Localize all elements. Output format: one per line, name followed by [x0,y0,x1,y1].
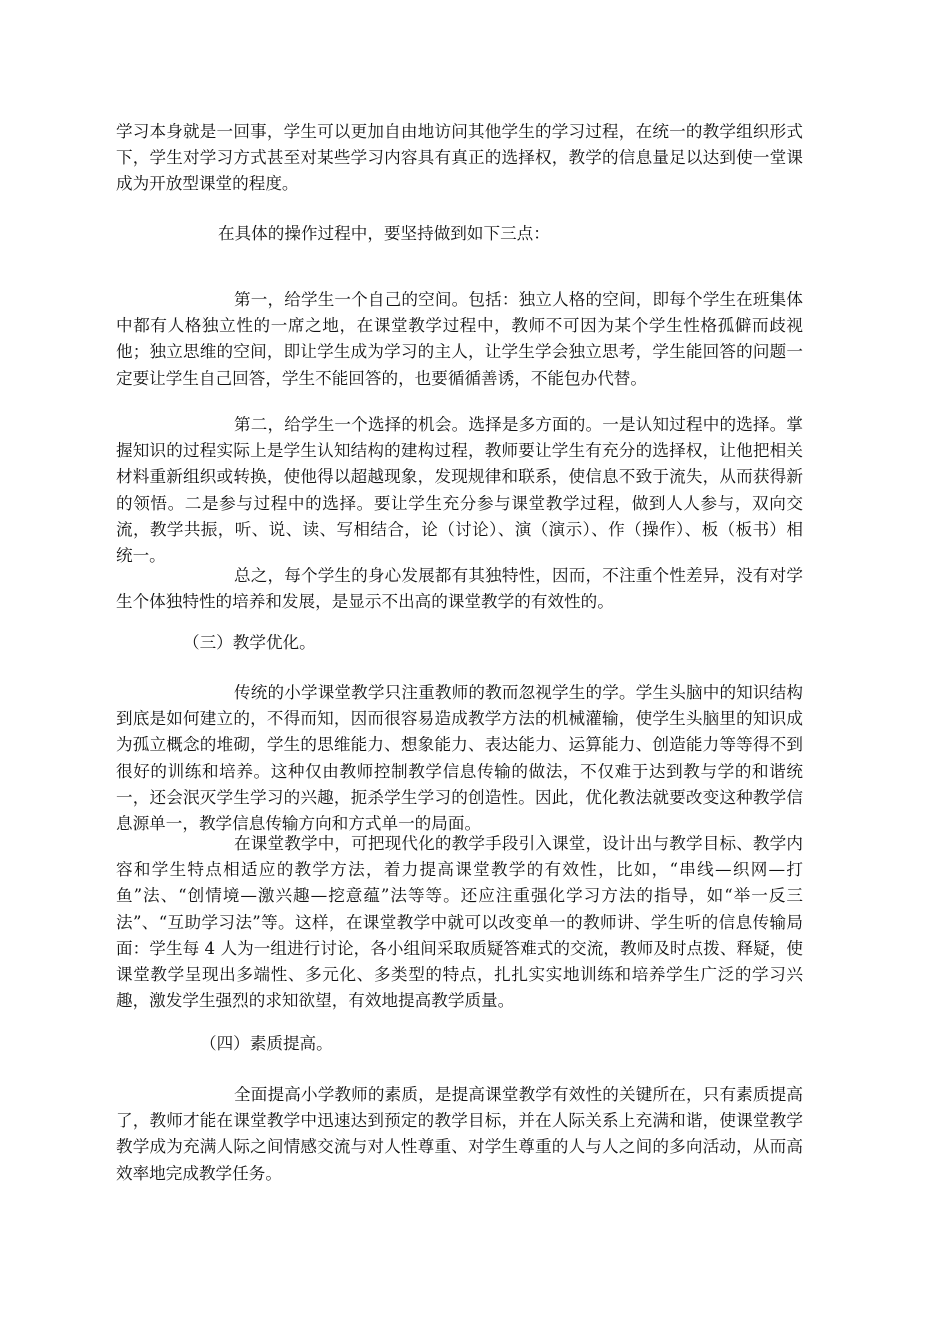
paragraph-traditional-teaching: 传统的小学课堂教学只注重教师的教而忽视学生的学。学生头脑中的知识结构到底是如何建立的，不得而知，因而很容易造成教学方法的机械灌输，使学生头脑里的知识成为孤立概念的堆砌，学生的思维能力、想象能力、表达能力、运算能力、创造能力等等得不到很好的训练和培养。这种仅由教师控制教学信息传输的做法，不仅难于达到教与学的和谐统一，还会泯灭学生学习的兴趣，扼杀学生学习的创造性。因此，优化教法就要改变这种教学信息源单一，教学信息传输方向和方式单一的局面。 [116,683,803,834]
paragraph-teacher-quality: 全面提高小学教师的素质，是提高课堂教学有效性的关键所在，只有素质提高了，教师才能在课堂教学中迅速达到预定的教学目标，并在人际关系上充满和谐，使课堂教学教学成为充满人际之间情感交流与对人性尊重、对学生尊重的人与人之间的多向活动，从而高效率地完成教学任务。 [116,1085,803,1183]
paragraph-point-one: 第一，给学生一个自己的空间。包括：独立人格的空间，即每个学生在班集体中都有人格独立性的一席之地，在课堂教学过程中，教师不可因为某个学生性格孤僻而歧视他；独立思维的空间，即让学生成为学习的主人，让学生学会独立思考，学生能回答的问题一定要让学生自己回答，学生不能回答的，也要循循善诱，不能包办代替。 [116,290,803,388]
paragraph-modern-methods: 在课堂教学中，可把现代化的教学手段引入课堂，设计出与教学目标、教学内容和学生特点相适应的教学方法，着力提高课堂教学的有效性，比如，“串线—织网—打鱼”法、“创情境—激兴趣—挖意蕴”法等等。还应注重强化学习方法的指导，如“举一反三法”、“互助学习法”等。这样，在课堂教学中就可以改变单一的教师讲、学生听的信息传输局面：学生每 4 人为一组进行讨论，各小组间采取质疑答难式的交流，教师及时点拨、释疑，使课堂教学呈现出多端性、多元化、多类型的特点，扎扎实实地训练和培养学生广泛的学习兴趣，激发学生强烈的求知欲望，有效地提高教学质量。 [116,834,803,1011]
paragraph-operation-intro: 在具体的操作过程中，要坚持做到如下三点： [218,224,550,243]
section-heading-teaching-optimization: （三）教学优化。 [183,633,316,652]
paragraph-learning-itself: 学习本身就是一回事，学生可以更加自由地访问其他学生的学习过程，在统一的教学组织形式下，学生对学习方式甚至对某些学习内容具有真正的选择权，教学的信息量足以达到使一堂课成为开放型课堂的程度。 [116,122,803,194]
paragraph-point-two: 第二，给学生一个选择的机会。选择是多方面的。一是认知过程中的选择。掌握知识的过程实际上是学生认知结构的建构过程，教师要让学生有充分的选择权，让他把相关材料重新组织或转换，使他得以超越现象，发现规律和联系，使信息不致于流失，从而获得新的领悟。二是参与过程中的选择。要让学生充分参与课堂教学过程，做到人人参与，双向交流，教学共振，听、说、读、写相结合，论（讨论）、演（演示）、作（操作）、板（板书）相统一。 [116,415,803,566]
paragraph-summary: 总之，每个学生的身心发展都有其独特性，因而，不注重个性差异，没有对学生个体独特性的培养和发展，是显示不出高的课堂教学的有效性的。 [116,566,803,612]
section-heading-quality-improvement: （四）素质提高。 [200,1034,333,1053]
